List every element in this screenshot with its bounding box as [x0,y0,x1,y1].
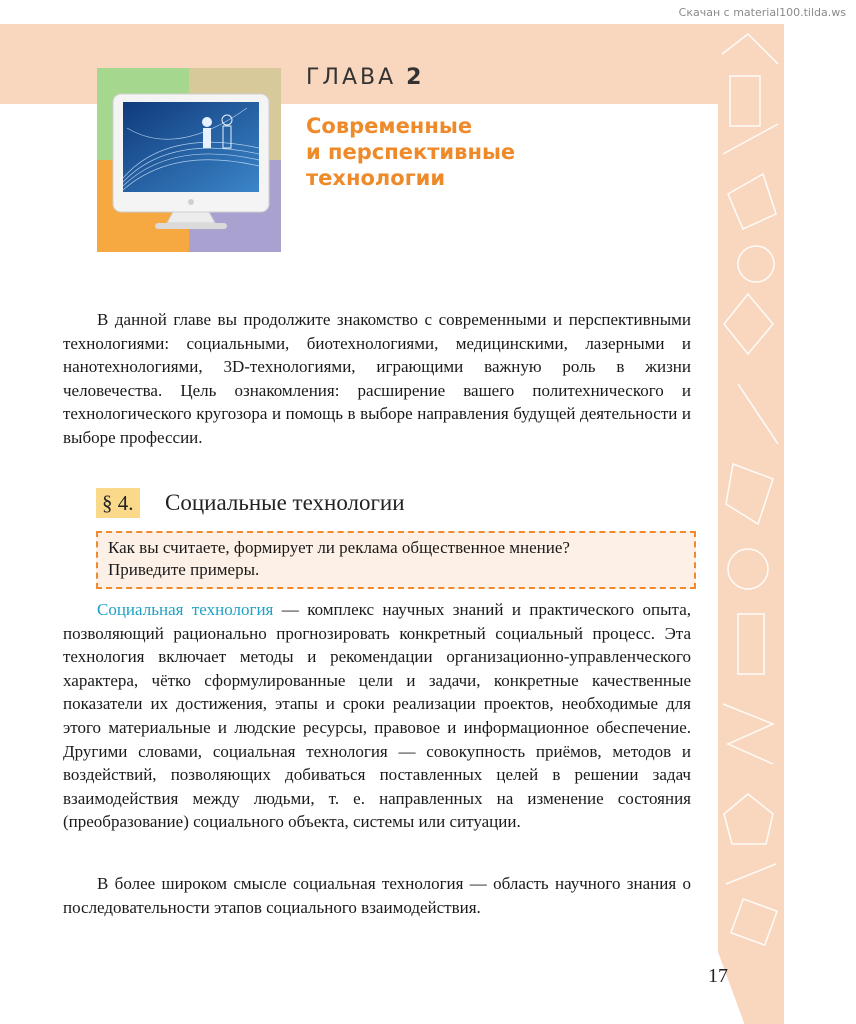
page-number: 17 [708,965,728,987]
chapter-title-line: и перспективные [306,140,516,164]
chapter-number: 2 [406,65,422,90]
definition-paragraph [63,598,691,834]
definition-term: Социальная технология [97,600,274,619]
computer-monitor-icon [97,68,281,252]
question-line: Как вы считаете, формирует ли реклама общественное мнение? [108,538,570,557]
section-title: Социальные технологии [165,490,405,515]
chapter-word: ГЛАВА [306,65,397,90]
chapter-label [306,65,421,90]
intro-paragraph: В данной главе вы продолжите знакомство с современными и перспективными технологиями: социальными, биотехнологиями, медицинскими, лазерными и нанотехнологиями, 3D-технологиями, играющими важную роль в жизни человечества. Цель ознакомления: расширение вашего политехнического и технологического кругозора и помощь в выборе направления будущей деятельности и выборе профессии. [63,310,691,447]
chapter-title-line: технологии [306,166,446,190]
watermark: Скачан с material100.tilda.ws [678,6,846,19]
closing-paragraph: В более широком смысле социальная технология — область научного знания о последовательности этапов социального взаимодействия. [63,874,691,917]
chapter-title-line: Современные [306,114,473,138]
chapter-illustration [97,68,281,252]
section-number: § 4. [96,488,140,518]
chapter-title [306,113,606,191]
question-line: Приведите примеры. [108,560,260,579]
side-decoration [718,24,784,1024]
definition-text: — комплекс научных знаний и практического опыта, позволяющий рационально прогнозировать конкретный социальный процесс. Эта технология включает методы и рекомендации организационно-управленческого характера, чётко сформулированные цели и задачи, конкретные качественные показатели их достижения, этапы и сроки реализации проектов, необходимые для этого материальные и людские ресурсы, правовое и информационное обеспечение. Другими словами, социальная технология — совокупность приёмов, методов и воздействий, позволяющих добиваться поставленных целей в решении задач взаимодействия между людьми, т. е. направленных на изменение состояния (преобразование) социального объекта, системы или ситуации. [63,600,691,832]
question-box [96,531,696,589]
